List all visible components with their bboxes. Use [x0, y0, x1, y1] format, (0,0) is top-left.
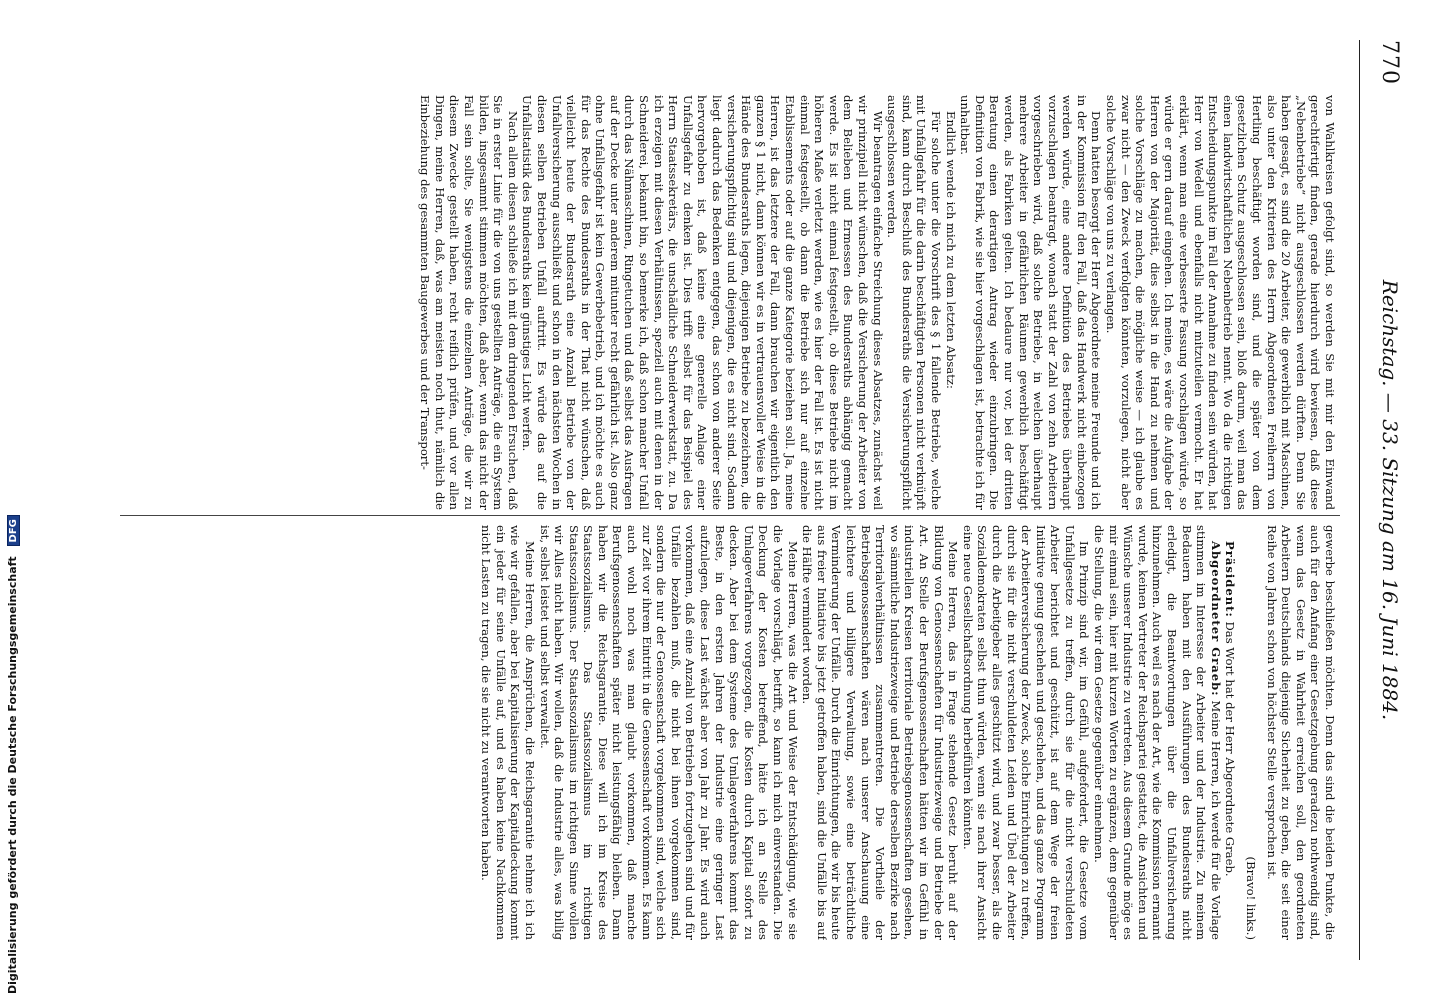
paragraph: Meine Herren, das in Frage stehende Gesetz beruht auf der Bildung von Genossenschaften für Industriezweige und Betriebe der Art. An Stelle der Berufsgenossenschaften hätten wir im Gefühl in industriellen Kreisen territoriale Betriebsgenossenschaften gesehen, wo sämmtliche Industriezweige und Betriebe derselben Bezirke nach Territorialverhältnissen zusammentreten. Die Vortheile der Betriebsgenossenschaften wären nach unserer Anschauung eine leichtere und billigere Verwaltung, sowie eine beträchtliche Verminderung der Unfälle. Durch die Einrichtungen, die wir bis heute aus freier Initiative bis jetzt getroffen haben, sind die Unfälle bis auf die Hälfte vermindert worden.: [800, 525, 961, 940]
funding-note: [6, 14, 20, 994]
paragraph: Im Prinzip sind wir, im Gefühl, aufgefordert, die Gesetze vom Unfallgesetze zu treffen, durch sie für die nicht verschuldeten Arbeiter berichtet und geschützt, ist auf dem Wege der freien Initiative genug geschehen und geschehen, und das ganze Programm der Arbeiterversicherung der Zweck, solche Einrichtungen zu treffen, durch sie für die nicht verschuldeten Leiden und Übel der Arbeiter durch die Arbeitgeber alles geschützt wird, und zwar besser, als die Sozialdemokraten selbst thun würden, wenn sie nach ihrer Ansicht eine neue Gesellschaftsordnung herbeiführen könnten.: [960, 525, 1092, 940]
paragraph: Meine Herren, die Ansprüchen, die Reichsgarantie nehme ich ich wie wir gefallen, aber bei Kapitalisierung der Kapitaldeckung kommt ein jeder für seine Unfälle auf, und es haben keine Nachkommen nicht Lasten zu tragen, die sie nicht zu verantworten haben.: [479, 525, 537, 940]
column-divider: [120, 515, 1340, 516]
page-title: Reichstag. — 33. Sitzung am 16. Juni 1884.: [1378, 279, 1402, 721]
president-text: Das Wort hat der Herr Abgeordnete Graeb.: [1223, 621, 1238, 877]
paragraph: Nach allem diesen schließe ich mit dem dringenden Ersuchen, daß Sie in erster Linie für die von uns gestellten Anträge, die ein System bilden, insgesammt stimmen möchten, daß aber, wenn das nicht der Fall sein sollte, Sie wenigstens die einzelnen Anträge, die wir zu diesem Zwecke gestellt haben, recht reiflich prüfen, und vor allen Dingen, meine Herren, daß, was am meisten noch thut, nämlich die Einbeziehung des gesammten Baugewerbes und der Transport-: [418, 95, 520, 510]
stage-direction: (Bravo! links.): [1244, 856, 1259, 940]
footer-strip: [0, 0, 30, 1000]
paragraph: Endlich wende ich mich zu dem letzten Absatz:: [943, 111, 958, 389]
dfg-logo: DFG: [7, 515, 20, 546]
paragraph: gewerbe beschließen möchten. Denn das sind die beiden Punkte, die auch für den Anfang einer Gesetzgebung geradezu nothwendig sind, wenn das Gesetz in Wahrheit erreichen soll, den geordneten Arbeitern Deutschlands diejenige Sicherheit zu geben, die seit einer Reihe von Jahren schon von höchster Stelle versprochen ist.: [1264, 525, 1337, 940]
paragraph: Wir beantragen einfache Streichung dieses Absatzes, zunächst weil wir prinzipiell nicht wünschen, daß die Versicherung der Arbeiter von dem Belieben und Ermessen des Bundesraths abhängig gemacht werde. Es ist nicht einmal festgestellt, ob diese Betriebe nicht im höheren Maße verletzt werden, wie es hier der Fall ist. Es ist nicht einmal festgestellt, ob dann die Betriebe sich nur auf einzelne Etablissements oder auf die ganze Kategorie beziehen soll. Ja, meine Herren, ist das letztere der Fall, dann brauchen wir eigentlich den ganzen § 1 nicht, dann können wir es in vertrauensvoller Weise in die Hände des Bundesraths legen, diejenigen Betriebe zu bezeichnen, die versicherungspflichtig sind und diejenigen, die es nicht sind. Sodann liegt dadurch das Bedenken entgegen, das schon von anderer Seite hervorgehoben ist, daß keine eine generelle Anlage einer Unfallsgefahr zu denken ist. Dies trifft selbst für das Beispiel des Herrn Staatssekretärs, die unschädliche Schneiderwerkstatt, zu. Da ich erzeigen mit diesen Verhältnissen, speziell auch mit denen in der Schneiderei, bekannt bin, so bemerke ich, daß schon mancher Unfall durch das Nähmaschinen, Ringetuchen und daß selbst das Ausfragen auf der Decke unter anderem mitunter recht gefährlich ist. Also ganz ohne Unfallsgefahr ist kein Gewerbebetrieb, und ich möchte es auch für das Rechte des Bundesraths in der That nicht wünschen, daß vielleicht heute der Bundesrath eine Anzahl Betriebe von der Unfallversicherung ausschließt und schon in den nächsten Wochen in diesen selben Betrieben Unfall auftritt. Es würde das auf die Unfallstatistik des Bundesraths kein günstiges Licht werfen.: [520, 95, 885, 510]
left-column: [122, 95, 1337, 510]
paragraph: von Wahlkreisen gefolgt sind, so werden Sie mit mir den Einwand gerechtfertigt finden, gerade hierdurch wird bewiesen, daß diese „Nebenbetriebe“ nicht ausgeschlossen werden dürften. Denn Sie haben gesagt, es sind die 20 Arbeiter, die gewerblich mit Maschinen, also unter den Kriterien des Herrn Abgeordneten Freiherrn von Hertling beschäftigt worden sind, und die später von dem gesetzlichen Schutz ausgeschlossen sein, bloß darum, weil man das einen landwirtschaftlichen Nebenbetrieb nennt. Wo da die richtigen Entscheidungspunkte im Fall der Annahme zu finden sein würden, hat Herr von Wedell und ebenfalls nicht mitzuteilen vermocht. Er hat erklärt, wenn man eine verbesserte Fassung vorschlagen würde, so würde er gern darauf eingehen. Ich meine, es wäre die Aufgabe der Herren von der Majorität, dies selbst in die Hand zu nehmen und solche Vorschläge zu machen, die mögliche weise — ich glaube es zwar nicht — den Zweck verfolgten könnten, vorzulegen, nicht aber solche Vorschläge von uns zu verlangen.: [1104, 95, 1337, 510]
paragraph: Denn hatten besorgt der Herr Abgeordnete meine Freunde und ich in der Kommission für den Fall, daß das Handwerk nicht einbezogen werden würde, eine andere Definition des Betriebes überhaupt vorzuschlagen beantragt, wonach statt der Zahl von zehn Arbeitern vorgeschrieben wird, daß solche Betriebe, in welchen überhaupt mehrere Arbeiter in gefährlichen Räumen gewerblich beschäftigt werden, als Fabriken gelten. Ich bedaure nur vor, bei der dritten Beratung einen derartigen Antrag wieder einzubringen. Die Definition von Fabrik, wie sie hier vorgeschlagen ist, betrachte ich für unhaltbar.: [958, 95, 1104, 510]
president-label: Präsident:: [1223, 541, 1238, 618]
running-head: [1342, 0, 1432, 1000]
speaker-text: Meine Herren, ich werde für die Vorlage stimmen im Interesse der Arbeiter und der Industrie. Zu meinem Bedauern haben mit den Ausführungen des Bundesraths nicht erledigt, die Beantwortungen über die Unfallversicherung hinzunehmen. Auch weil es nach der Art, wie die Kommission ernannt wurde, keinen Vertreter der Reichspartei gestattet, die Ansichten und Wünsche unserer Industrie zu vertreten. Aus diesem Grunde möge es mir einmal sein, hier mit kurzen Worten zu ergänzen, dem gegenüber die Stellung, die wir dem Gesetze gegenüber einnehmen.: [1092, 525, 1223, 940]
speaker-label: Abgeordneter Graeb:: [1208, 541, 1223, 697]
page-number: 770: [1377, 40, 1402, 85]
header-rule: [1359, 40, 1360, 960]
right-column: [122, 525, 1337, 940]
paragraph: Meine Herren, was die Art und Weise der Entschädigung, wie sie die Vorlage vorschlägt, betrifft, so kann ich mich einverstanden. Die Deckung der Kosten betreffend, hätte ich an Stelle des Umlageverfahrens vorgezogen, die Kosten durch Kapital sofort zu decken. Aber bei dem Systeme des Umlageverfahrens kommt das Beste, in den ersten Jahren der Industrie eine geringer Last aufzulegen, diese Last wächst aber von Jahr zu Jahr. Es wird auch vorkommen, daß eine Anzahl von Betrieben fortzugehen sind und für Unfälle bezahlen muß, die nicht bei ihnen vorgekommen sind, sondern die nur der Genossenschaft vorgekommen sind, welche sich zur Zeit vor ihrem Eintritt in die Genossenschaft vorkommen. Es kann auch wohl noch was man glaubt vorkommen, daß manche Berufsgenossenschaften später nicht leistungsfähig bleiben. Dann haben wir die Reichsgarantie. Diese will ich im Kreise des Staatssozialismus. Das Staatssozialismus im richtigen Staatssozialismus. Der Staatssozialismus im richtigen Sinne wollen wir Alles nicht haben. Wir wollen, daß die Industrie alles, was billig ist, selbst leistet und selbst verwaltet.: [537, 525, 800, 940]
quoted-paragraph: Für solche unter die Vorschrift des § 1 fallende Betriebe, welche mit Unfallgefahr für die darin beschäftigten Personen nicht verknüpft sind, kann durch Beschluß des Bundesraths die Versicherungspflicht ausgeschlossen werden.: [885, 95, 943, 510]
funding-text: Digitalisierung gefördert durch die Deutsche Forschungsgemeinschaft: [6, 556, 19, 994]
